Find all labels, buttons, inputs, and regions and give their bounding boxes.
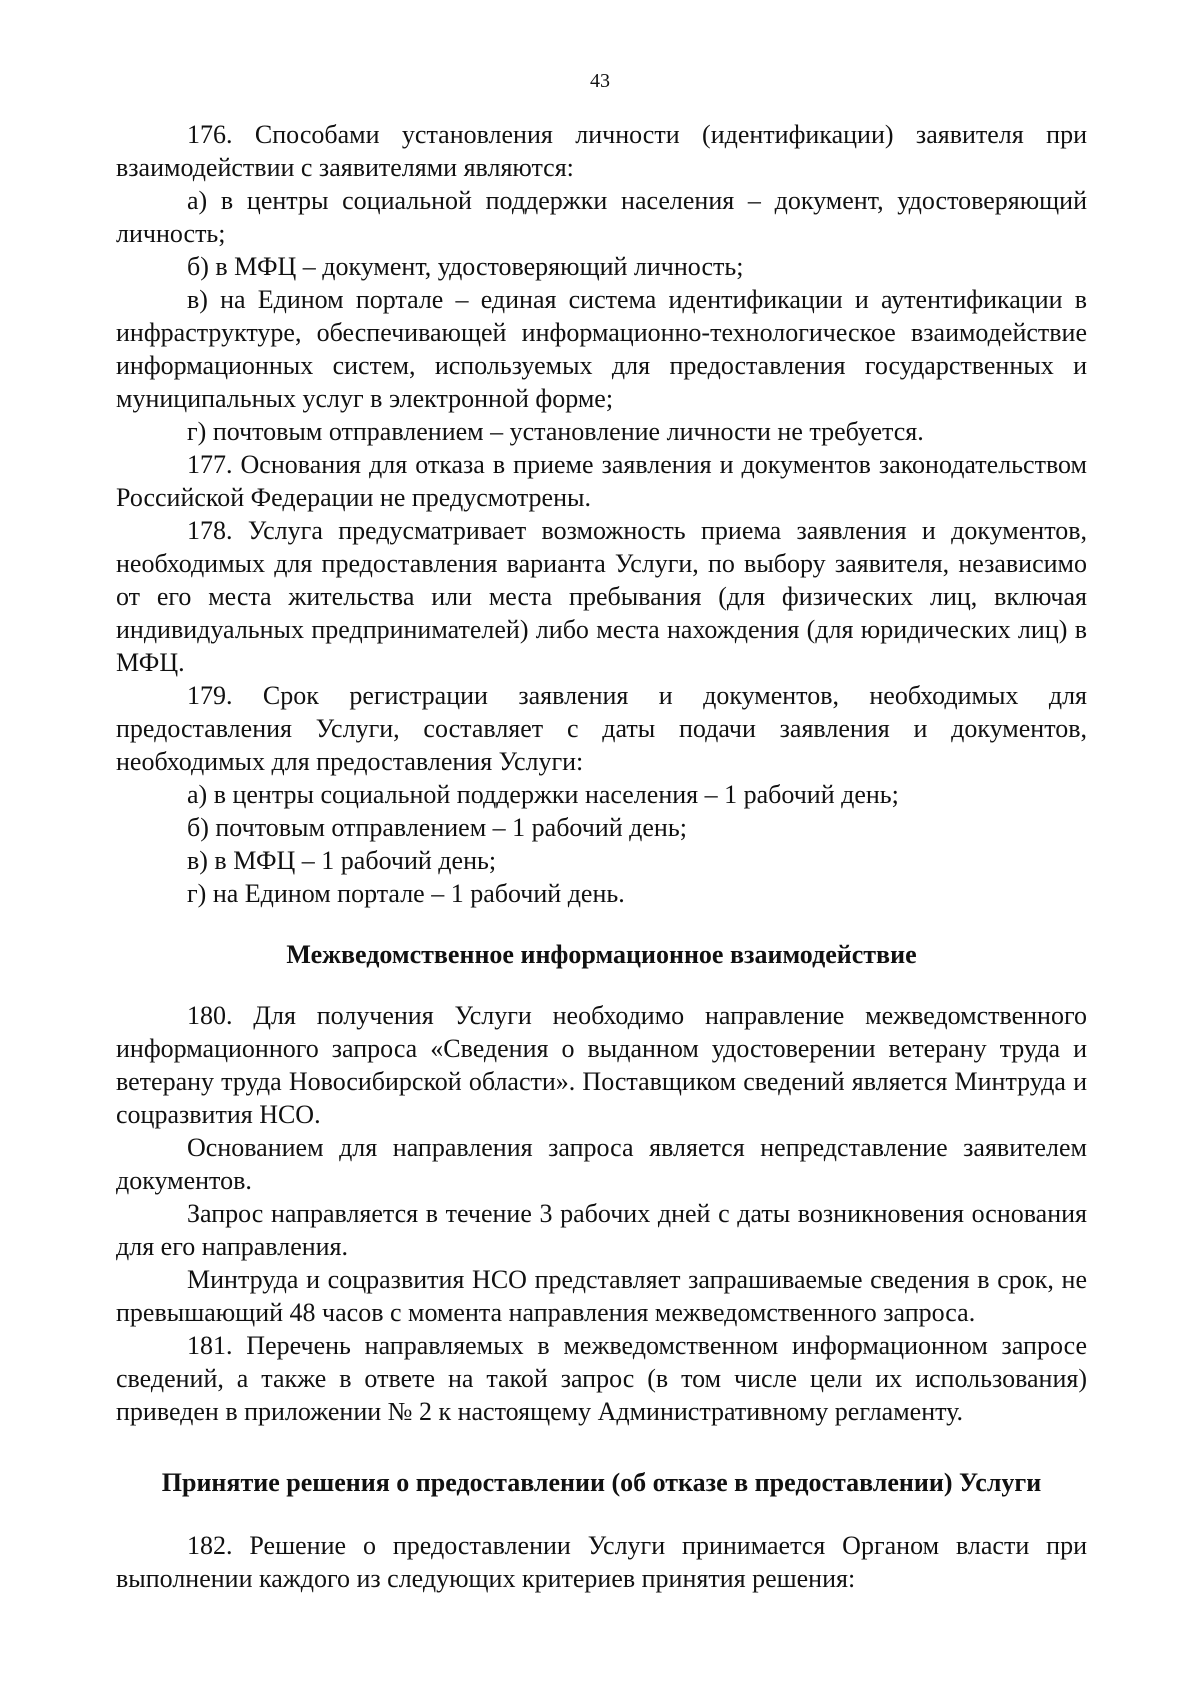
paragraph-181: 181. Перечень направляемых в межведомственном информационном запросе сведений, а также в ответе на такой запрос (в том числе цели их использования) приведен в приложении № 2 к настоящему Административному регламенту. (116, 1331, 1087, 1426)
paragraph-177: 177. Основания для отказа в приеме заявления и документов законодательством Российской Федерации не предусмотрены. (116, 450, 1087, 512)
paragraph-176: 176. Способами установления личности (идентификации) заявителя при взаимодействии с заявителями являются: (116, 120, 1087, 182)
section-heading-interagency: Межведомственное информационное взаимодействие (286, 940, 917, 969)
paragraph-176-b: б) в МФЦ – документ, удостоверяющий личность; (187, 252, 744, 281)
paragraph-180-timing: Запрос направляется в течение 3 рабочих дней с даты возникновения основания для его направления. (116, 1199, 1087, 1261)
paragraph-176-g: г) почтовым отправлением – установление личности не требуется. (187, 417, 924, 446)
paragraph-179-b: б) почтовым отправлением – 1 рабочий день; (187, 813, 687, 842)
paragraph-180-basis: Основанием для направления запроса является непредставление заявителем документов. (116, 1133, 1087, 1195)
paragraph-179-a: а) в центры социальной поддержки населения – 1 рабочий день; (187, 780, 899, 809)
paragraph-176-a: а) в центры социальной поддержки населения – документ, удостоверяющий личность; (116, 186, 1087, 248)
paragraph-180: 180. Для получения Услуги необходимо направление межведомственного информационного запроса «Сведения о выданном удостоверении ветерану труда и ветерану труда Новосибирской области». Поставщиком сведений является Минтруда и соцразвития НСО. (116, 1001, 1087, 1129)
document-body (116, 118, 1087, 1595)
paragraph-182: 182. Решение о предоставлении Услуги принимается Органом власти при выполнении каждого из следующих критериев принятия решения: (116, 1531, 1087, 1593)
paragraph-176-v: в) на Едином портале – единая система идентификации и аутентификации в инфраструктуре, обеспечивающей информационно-технологическое взаимодействие информационных систем, используемых для предоставления государственных и муниципальных услуг в электронной форме; (116, 285, 1087, 413)
paragraph-180-response: Минтруда и соцразвития НСО представляет запрашиваемые сведения в срок, не превышающий 48 часов с момента направления межведомственного запроса. (116, 1265, 1087, 1327)
paragraph-179-g: г) на Едином портале – 1 рабочий день. (187, 879, 625, 908)
page-number: 43 (590, 70, 610, 92)
paragraph-179-v: в) в МФЦ – 1 рабочий день; (187, 846, 497, 875)
paragraph-178: 178. Услуга предусматривает возможность приема заявления и документов, необходимых для предоставления варианта Услуги, по выбору заявителя, независимо от его места жительства или места пребывания (для физических лиц, включая индивидуальных предпринимателей) либо места нахождения (для юридических лиц) в МФЦ. (116, 516, 1087, 677)
section-heading-decision: Принятие решения о предоставлении (об отказе в предоставлении) Услуги (161, 1468, 1042, 1497)
paragraph-179: 179. Срок регистрации заявления и документов, необходимых для предоставления Услуги, составляет с даты подачи заявления и документов, необходимых для предоставления Услуги: (116, 681, 1087, 776)
